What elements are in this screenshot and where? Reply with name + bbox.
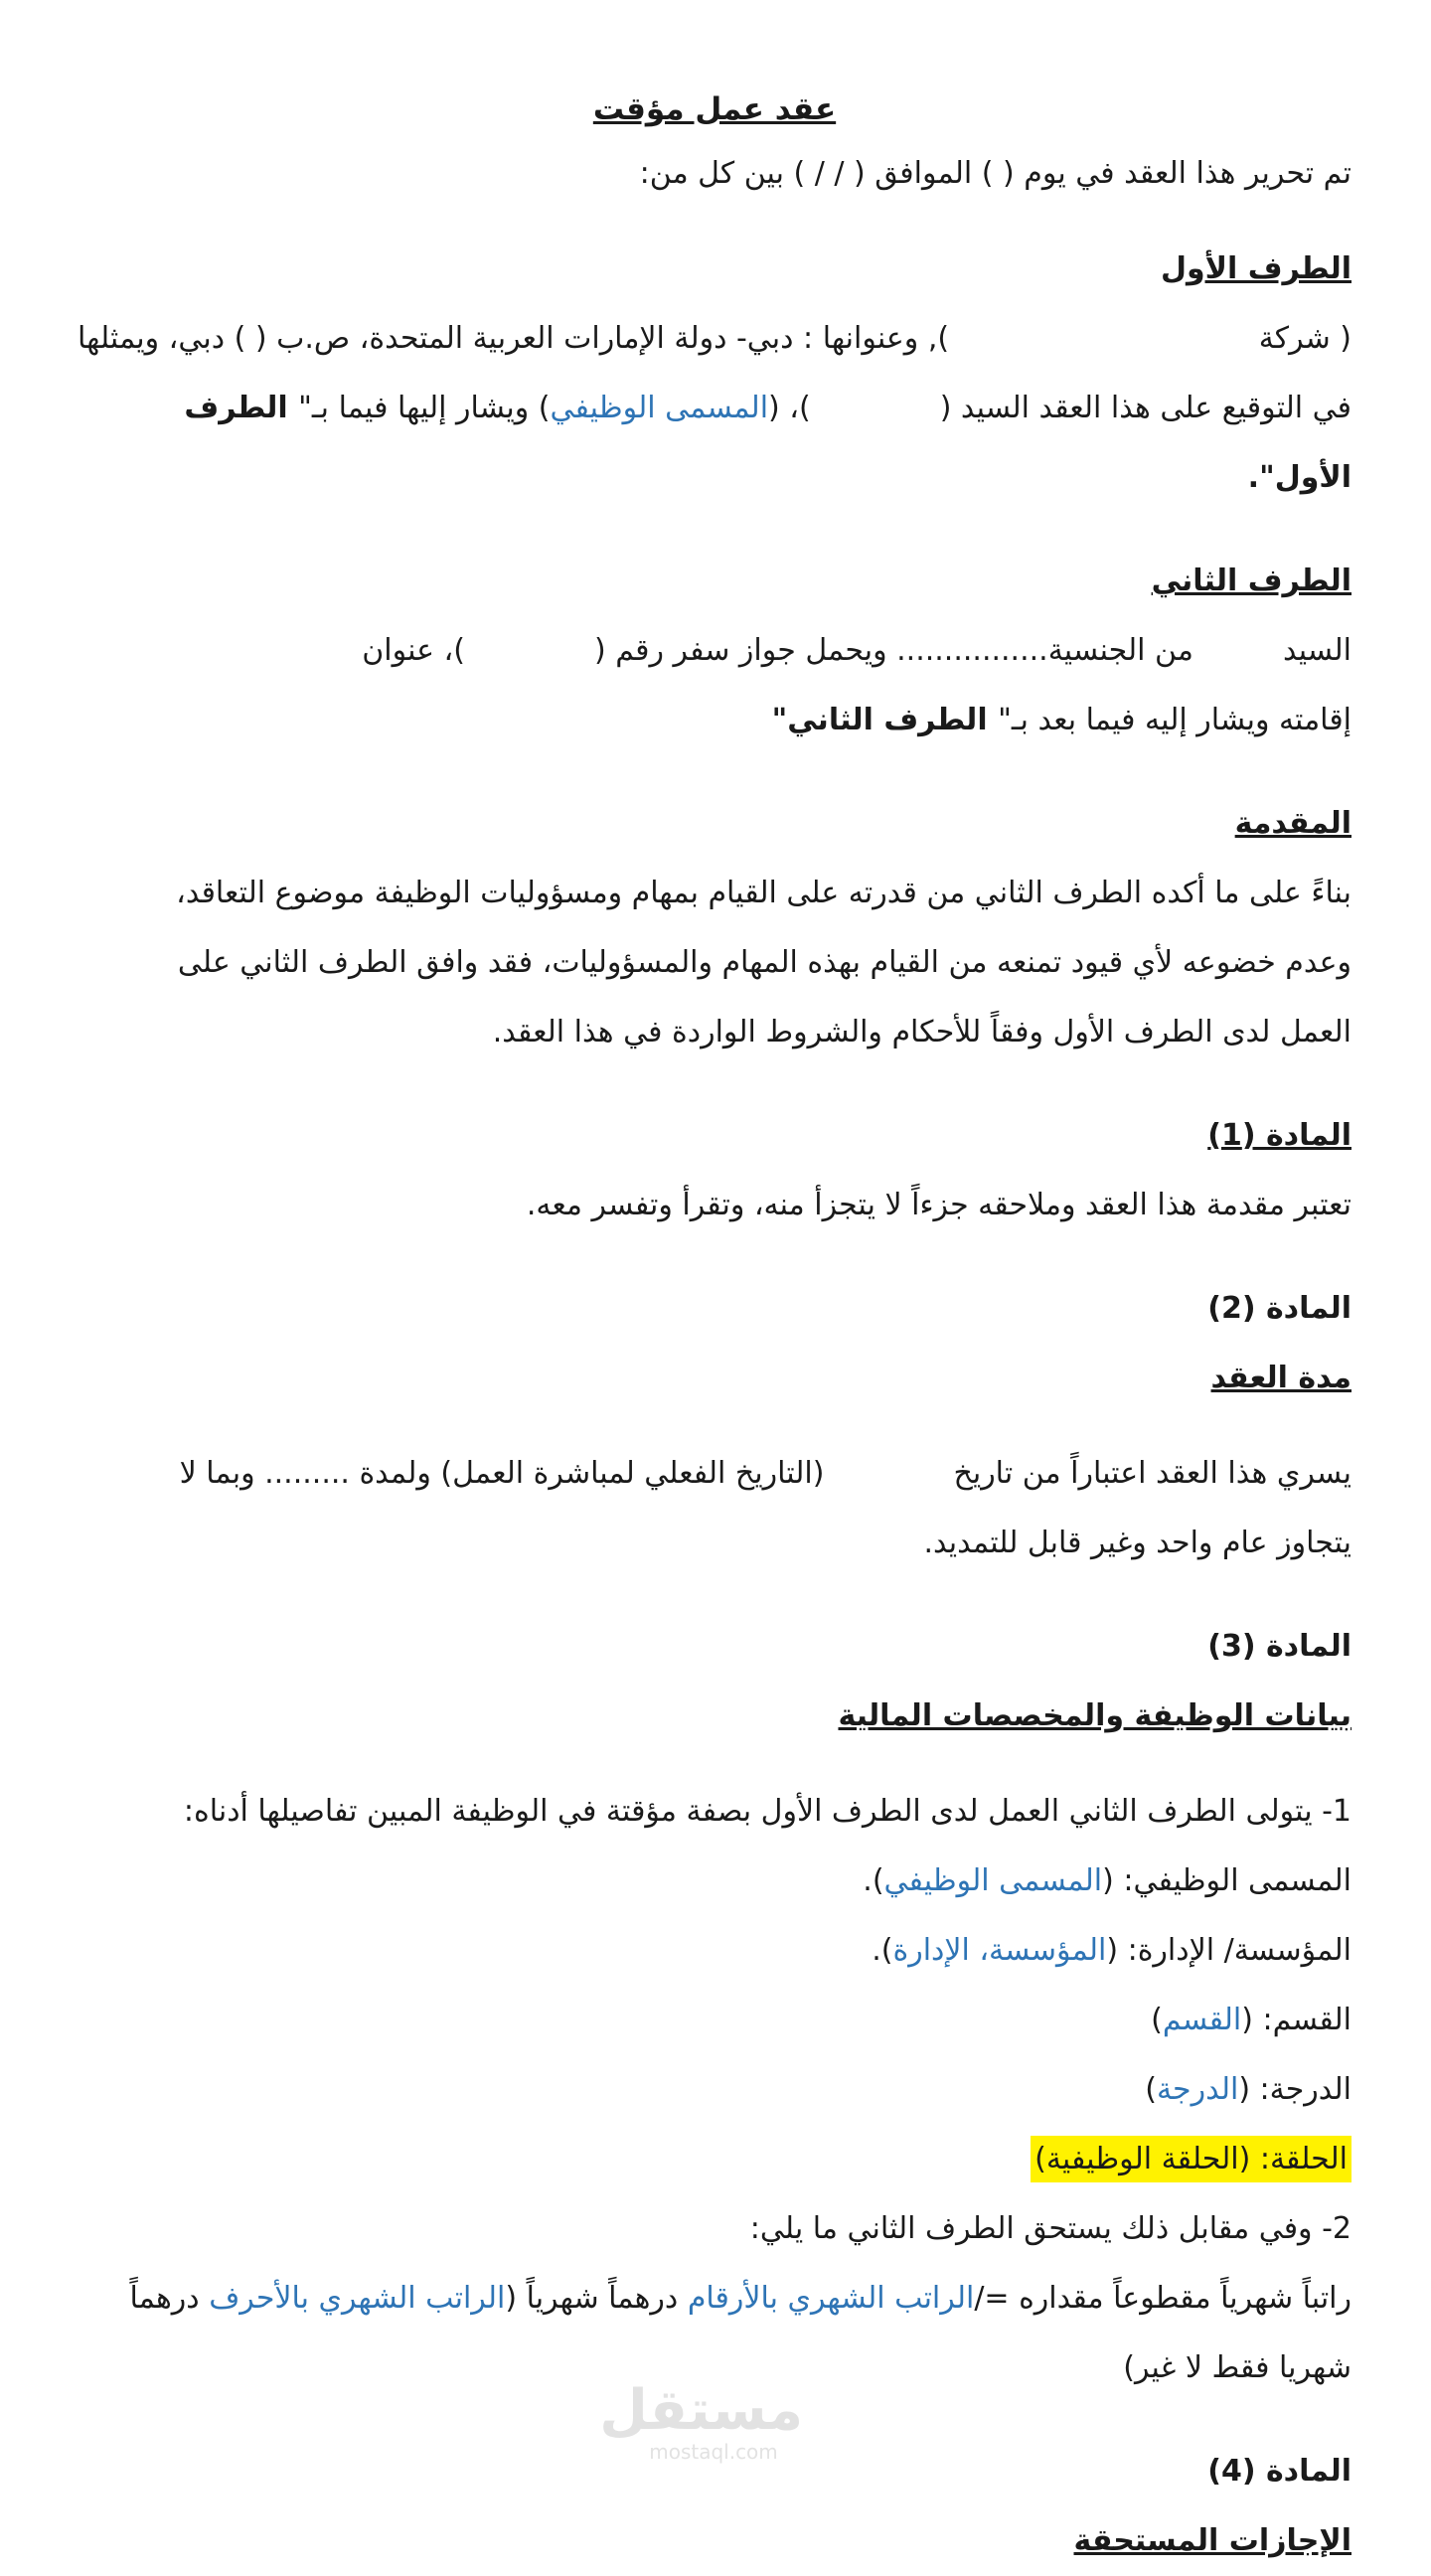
- article4-subheading: الإجازات المستحقة: [1073, 2523, 1352, 2558]
- article3-department: [78, 1986, 1352, 2055]
- preamble-line-2: وعدم خضوعه لأي قيود تمنعه من القيام بهذه المهام والمسؤوليات، فقد وافق الطرف الثاني على: [177, 945, 1352, 980]
- organization-label: المؤسسة/ الإدارة: (: [1106, 1933, 1352, 1968]
- article4-heading: المادة (4): [1207, 2454, 1352, 2489]
- article2-duration: (التاريخ الفعلي لمباشرة العمل) ولمدة ......... وبما لا: [179, 1456, 825, 1491]
- party1-signatory-text: في التوقيع على هذا العقد السيد (: [939, 391, 1352, 425]
- article3-item-1: 1- يتولى الطرف الثاني العمل لدى الطرف الأول بصفة مؤقتة في الوظيفة المبين تفاصيلها أدناه:: [183, 1794, 1352, 1829]
- article2-heading: المادة (2): [1207, 1291, 1352, 1326]
- ring-highlighted: الحلقة: (الحلقة الوظيفية): [1031, 2136, 1352, 2182]
- article3-salary-line-1: [78, 2264, 1352, 2334]
- party1-company-open: ( شركة: [1258, 321, 1352, 356]
- article3-ring: [78, 2125, 1352, 2194]
- contract-title: عقد عمل مؤقت: [592, 91, 837, 127]
- contract-document: [78, 80, 1352, 2576]
- party2-nationality-passport: من الجنسية................ ويحمل جواز سفر رقم (: [593, 633, 1193, 668]
- salary-number-placeholder: الراتب الشهري بالأرقام: [687, 2281, 975, 2316]
- party2-address: )، عنوان: [362, 633, 465, 668]
- job-title-placeholder: المسمى الوظيفي: [883, 1863, 1103, 1898]
- party1-job-title-placeholder: المسمى الوظيفي: [550, 391, 769, 425]
- article3-organization: [78, 1916, 1352, 1986]
- article2-start-date: يسري هذا العقد اعتباراً من تاريخ: [953, 1456, 1352, 1491]
- job-title-close: ).: [863, 1863, 884, 1898]
- grade-placeholder: الدرجة: [1156, 2072, 1239, 2107]
- article2-line-2: يتجاوز عام واحد وغير قابل للتمديد.: [923, 1526, 1352, 1560]
- preamble-heading: المقدمة: [1234, 806, 1352, 841]
- contract-intro: تم تحرير هذا العقد في يوم ( ) الموافق ( / / ) بين كل من:: [639, 156, 1352, 191]
- organization-placeholder: المؤسسة، الإدارة: [892, 1933, 1107, 1968]
- salary-monthly-text: درهماً شهرياً (: [505, 2281, 688, 2316]
- party1-line-3: الأول".: [1247, 460, 1352, 495]
- article3-heading: المادة (3): [1207, 1629, 1352, 1664]
- mostaql-watermark: [599, 2378, 803, 2464]
- preamble-line-3: العمل لدى الطرف الأول وفقاً للأحكام والشروط الواردة في هذا العقد.: [492, 1015, 1352, 1049]
- salary-currency: درهماً: [129, 2281, 210, 2316]
- party1-line-1: [78, 304, 1352, 374]
- party1-line-2: [78, 374, 1352, 443]
- department-label: القسم: (: [1241, 2003, 1352, 2037]
- article2-line-1: [78, 1439, 1352, 1509]
- article3-item-2: 2- وفي مقابل ذلك يستحق الطرف الثاني ما يلي:: [749, 2211, 1352, 2246]
- watermark-english: mostaql.com: [649, 2440, 778, 2464]
- grade-close: ): [1145, 2072, 1157, 2107]
- article1-heading: المادة (1): [1207, 1118, 1352, 1153]
- article2-subheading: مدة العقد: [1210, 1361, 1352, 1395]
- organization-close: ).: [872, 1933, 893, 1968]
- preamble-line-1: بناءً على ما أكده الطرف الثاني من قدرته على القيام بمهام ومسؤوليات الوظيفة موضوع التعاقد،: [176, 876, 1352, 910]
- party2-line-1: [78, 616, 1352, 686]
- party2-line-2: [78, 686, 1352, 755]
- party1-heading: الطرف الأول: [1160, 251, 1352, 286]
- party1-label-bold: الطرف: [184, 391, 299, 425]
- party2-label-bold: الطرف الثاني": [771, 703, 999, 737]
- article3-salary-line-2: شهريا فقط لا غير): [1123, 2350, 1352, 2385]
- department-placeholder: القسم: [1162, 2003, 1242, 2037]
- article3-grade: [78, 2055, 1352, 2125]
- department-close: ): [1151, 2003, 1163, 2037]
- salary-words-placeholder: الراتب الشهري بالأحرف: [209, 2281, 506, 2316]
- article3-subheading: بيانات الوظيفة والمخصصات المالية: [838, 1698, 1352, 1733]
- party2-residence: إقامته ويشار إليه فيما بعد بـ": [998, 703, 1352, 737]
- watermark-arabic: مستقل: [599, 2378, 803, 2443]
- article3-job-title: [78, 1847, 1352, 1916]
- party1-company-address: ), وعنوانها : دبي- دولة الإمارات العربية المتحدة، ص.ب ( ) دبي، ويمثلها: [78, 321, 950, 356]
- party1-signatory-close: )، (: [768, 391, 811, 425]
- party2-mr: السيد: [1282, 633, 1352, 668]
- salary-text: راتباً شهرياً مقطوعاً مقداره =/: [974, 2281, 1352, 2316]
- party1-referred-text: ) ويشار إليها فيما بـ": [298, 391, 551, 425]
- article1-line-1: تعتبر مقدمة هذا العقد وملاحقه جزءاً لا يتجزأ منه، وتقرأ وتفسر معه.: [526, 1188, 1352, 1222]
- job-title-label: المسمى الوظيفي: (: [1102, 1863, 1352, 1898]
- party2-heading: الطرف الثاني: [1151, 564, 1352, 598]
- grade-label: الدرجة: (: [1238, 2072, 1352, 2107]
